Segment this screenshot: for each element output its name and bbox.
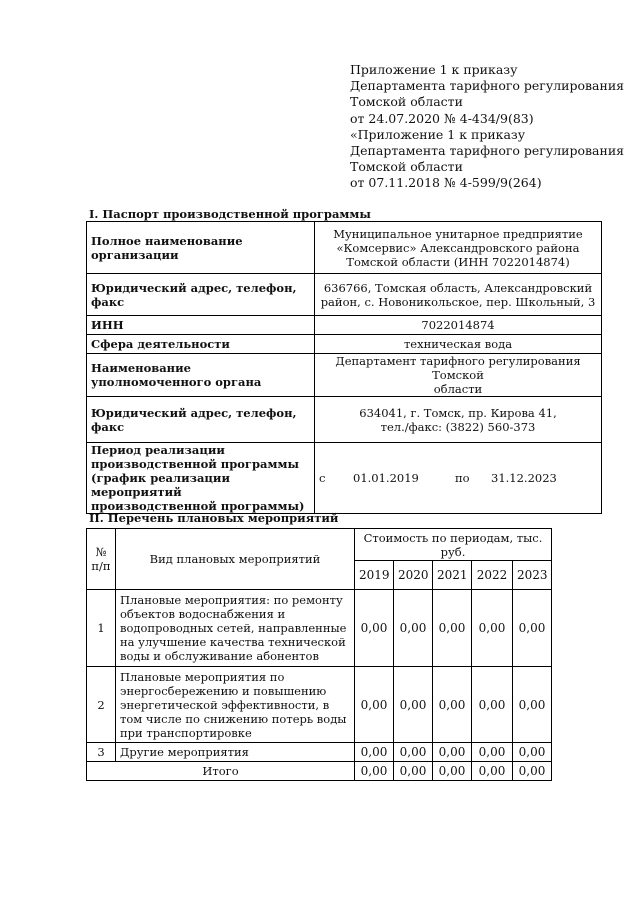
value-line: тел./факс: (3822) 560-373 xyxy=(380,419,536,434)
period-value xyxy=(315,443,602,514)
row-value: 0,00 xyxy=(472,590,513,667)
row-num: 3 xyxy=(87,743,116,762)
passport-label: Полное наименование организации xyxy=(87,222,315,274)
passport-label: ИНН xyxy=(87,316,315,335)
table-row xyxy=(87,743,552,762)
value-line: Департамент тарифного регулирования Томской xyxy=(335,354,581,382)
period-from-date: 01.01.2019 xyxy=(353,471,419,485)
total-value: 0,00 xyxy=(513,762,552,781)
row-value: 0,00 xyxy=(355,590,394,667)
passport-row xyxy=(87,316,602,335)
value-line: Томской области (ИНН 7022014874) xyxy=(346,254,570,269)
passport-row xyxy=(87,222,602,274)
header-line: «Приложение 1 к приказу xyxy=(350,126,526,142)
row-value: 0,00 xyxy=(355,667,394,743)
period-to-prefix: по xyxy=(455,471,470,485)
value-line: «Комсервис» Александровского района xyxy=(336,240,580,255)
passport-row xyxy=(87,397,602,443)
total-value: 0,00 xyxy=(355,762,394,781)
row-value: 0,00 xyxy=(513,590,552,667)
row-value: 0,00 xyxy=(513,667,552,743)
order-reference-header xyxy=(350,62,624,192)
col-num-header: № п/п xyxy=(87,529,116,590)
table-row xyxy=(87,667,552,743)
passport-value: 7022014874 xyxy=(315,316,602,335)
passport-row xyxy=(87,274,602,316)
year-header: 2020 xyxy=(394,561,433,590)
total-row xyxy=(87,762,552,781)
passport-label: Период реализации производственной программы (график реализации мероприятий производственной программы) xyxy=(87,443,315,514)
row-value: 0,00 xyxy=(472,667,513,743)
value-line: 636766, Томская область, Александровский xyxy=(323,280,593,295)
plan-table xyxy=(86,528,552,781)
passport-label: Сфера деятельности xyxy=(87,335,315,354)
row-desc: Плановые мероприятия по энергосбережению и повышению энергетической эффективности, в том числе по снижению потерь воды при транспортировке xyxy=(116,667,355,743)
passport-label: Юридический адрес, телефон, факс xyxy=(87,397,315,443)
row-desc: Другие мероприятия xyxy=(116,743,355,762)
passport-value xyxy=(315,397,602,443)
plan-section-title: II. Перечень плановых мероприятий xyxy=(89,511,339,525)
passport-row xyxy=(87,354,602,397)
header-line: от 24.07.2020 № 4-434/9(83) xyxy=(350,110,534,126)
passport-label: Юридический адрес, телефон, факс xyxy=(87,274,315,316)
passport-value xyxy=(315,274,602,316)
row-value: 0,00 xyxy=(433,743,472,762)
row-value: 0,00 xyxy=(355,743,394,762)
row-num: 1 xyxy=(87,590,116,667)
passport-section-title: I. Паспорт производственной программы xyxy=(89,207,371,221)
period-from-prefix: с xyxy=(319,471,326,485)
value-line: район, с. Новоникольское, пер. Школьный, 3 xyxy=(320,294,596,309)
col-kind-header: Вид плановых мероприятий xyxy=(116,529,355,590)
passport-value: техническая вода xyxy=(315,335,602,354)
year-header: 2023 xyxy=(513,561,552,590)
col-cost-header: Стоимость по периодам, тыс. руб. xyxy=(355,529,552,561)
row-num: 2 xyxy=(87,667,116,743)
header-line: Томской области xyxy=(350,159,463,175)
header-line: Департамента тарифного регулирования xyxy=(350,78,625,94)
total-label: Итого xyxy=(87,762,355,781)
passport-label: Наименование уполномоченного органа xyxy=(87,354,315,397)
row-value: 0,00 xyxy=(394,667,433,743)
total-value: 0,00 xyxy=(394,762,433,781)
value-line: области xyxy=(433,382,483,396)
value-line: Муниципальное унитарное предприятие xyxy=(333,226,583,241)
passport-value xyxy=(315,222,602,274)
plan-header-row xyxy=(87,529,552,561)
total-value: 0,00 xyxy=(433,762,472,781)
value-line: 634041, г. Томск, пр. Кирова 41, xyxy=(359,405,557,420)
row-value: 0,00 xyxy=(433,590,472,667)
year-header: 2022 xyxy=(472,561,513,590)
row-desc: Плановые мероприятия: по ремонту объектов водоснабжения и водопроводных сетей, направленные на улучшение качества технической воды и обслуживание абонентов xyxy=(116,590,355,667)
header-line: Департамента тарифного регулирования xyxy=(350,143,625,159)
passport-table xyxy=(86,221,602,514)
year-header: 2021 xyxy=(433,561,472,590)
passport-value xyxy=(315,354,602,397)
header-line: Томской области xyxy=(350,94,463,110)
row-value: 0,00 xyxy=(513,743,552,762)
row-value: 0,00 xyxy=(433,667,472,743)
passport-row-period xyxy=(87,443,602,514)
row-value: 0,00 xyxy=(394,743,433,762)
row-value: 0,00 xyxy=(472,743,513,762)
period-to-date: 31.12.2023 xyxy=(491,471,557,485)
year-header: 2019 xyxy=(355,561,394,590)
period-range xyxy=(319,471,597,485)
row-value: 0,00 xyxy=(394,590,433,667)
header-line: Приложение 1 к приказу xyxy=(350,62,518,77)
table-row xyxy=(87,590,552,667)
header-line: от 07.11.2018 № 4-599/9(264) xyxy=(350,175,542,191)
total-value: 0,00 xyxy=(472,762,513,781)
passport-row xyxy=(87,335,602,354)
